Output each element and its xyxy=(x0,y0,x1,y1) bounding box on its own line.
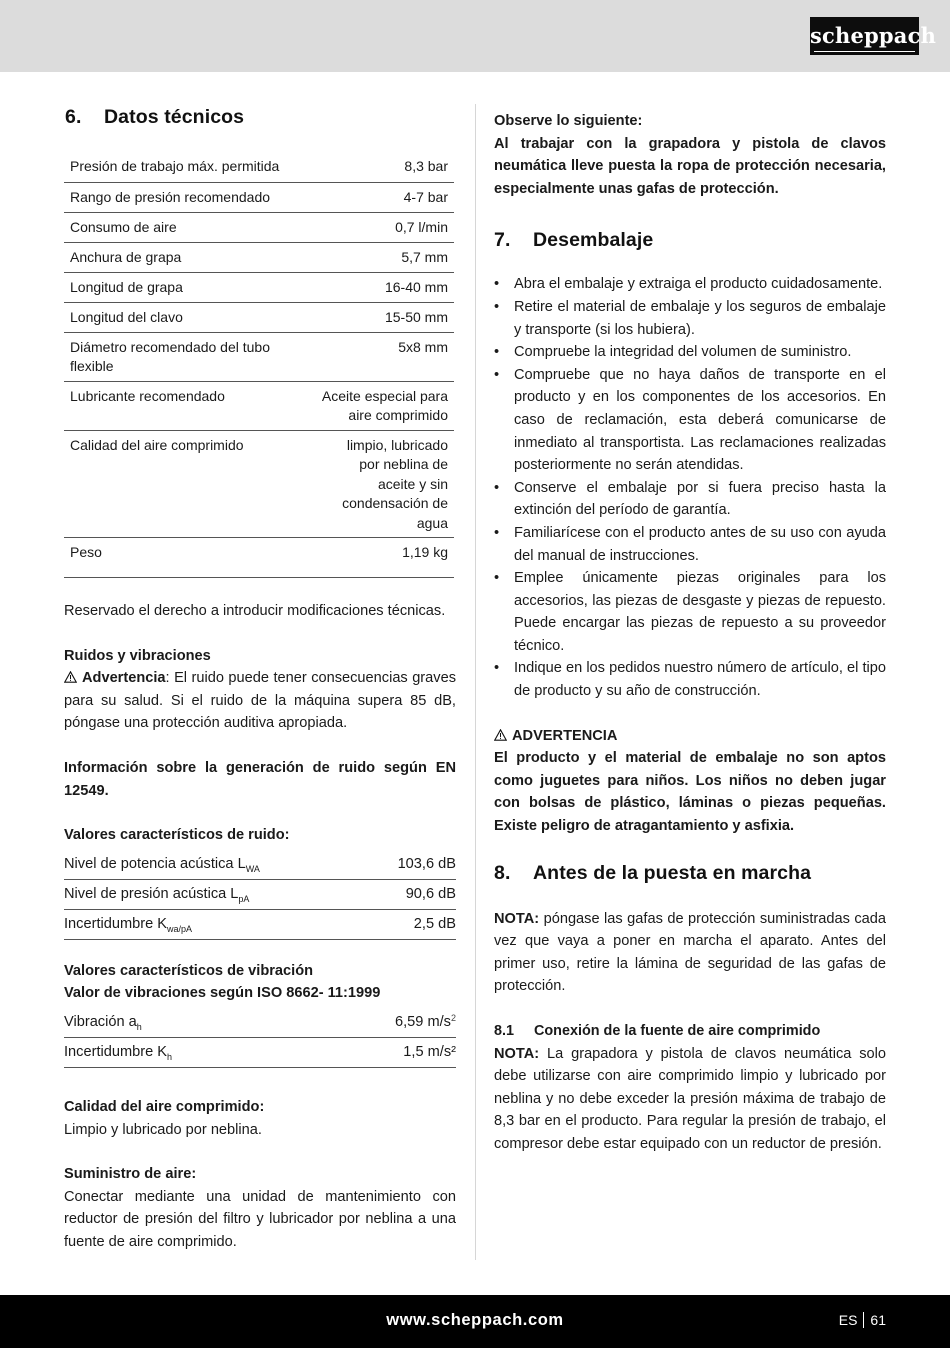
observe-text: Al trabajar con la grapadora y pistola de clavos neumática lleve puesta la ropa de protección necesaria, especialmente unas gafas de protección. xyxy=(494,135,886,197)
header-bar xyxy=(0,0,950,72)
tech-value: 8,3 bar xyxy=(299,152,454,182)
list-item: • Conserve el embalaje por si fuera preciso hasta la extinción del período de garantía. xyxy=(494,477,886,522)
tech-label: Diámetro recomendado del tubo flexible xyxy=(64,332,299,381)
table-row xyxy=(64,1037,456,1067)
vibration-heading: Valores característicos de vibración xyxy=(64,962,314,979)
noise-label: Nivel de potencia acústica $L_{WA}$ xyxy=(64,850,366,880)
tech-label: Peso xyxy=(64,538,299,578)
technical-data-table xyxy=(64,152,454,578)
section-6-heading: 6. Datos técnicos xyxy=(65,106,245,128)
warning-text: El producto y el material de embalaje no son aptos como juguetes para niños. Los niños no deben jugar con bolsas de plástico, láminas o piezas pequeñas. Existe peligro de atragantamiento y asfixia. xyxy=(494,750,886,835)
section-8-1-heading: 8.1 Conexión de la fuente de aire comprimido xyxy=(494,1023,821,1039)
vibration-standard: Valor de vibraciones según ISO 8662- 11:1999 xyxy=(64,985,381,1002)
table-row xyxy=(64,430,454,538)
warning-triangle-icon xyxy=(64,671,77,683)
noise-value: 2,5 dB xyxy=(366,909,456,939)
tech-value: 4-7 bar xyxy=(299,182,454,212)
air-quality-heading: Calidad del aire comprimido: xyxy=(64,1098,265,1115)
table-row xyxy=(64,1008,456,1038)
tech-label: Anchura de grapa xyxy=(64,242,299,272)
noise-value: 90,6 dB xyxy=(366,879,456,909)
noise-values-table xyxy=(64,850,456,940)
table-row xyxy=(64,272,454,302)
tech-label: Consumo de aire xyxy=(64,212,299,242)
column-divider xyxy=(475,104,476,1260)
list-item: • Emplee únicamente piezas originales para los accesorios, las piezas de desgaste y piezas de repuesto. Puede encargar las piezas de repuesto a su proveedor técnico. xyxy=(494,567,886,657)
page-indicator xyxy=(839,1310,886,1330)
page-separator xyxy=(863,1312,864,1328)
vibration-value: 1,5 m/s² xyxy=(315,1037,456,1067)
page-number: 61 xyxy=(870,1312,886,1328)
vibration-label: Incertidumbre $K_h$ xyxy=(64,1037,315,1067)
tech-value: 5,7 mm xyxy=(299,242,454,272)
table-row xyxy=(64,879,456,909)
tech-label: Calidad del aire comprimido xyxy=(64,430,299,538)
list-item: • Retire el material de embalaje y los seguros de embalaje y transporte (si los hubiera). xyxy=(494,296,886,341)
air-supply-text: Conectar mediante una unidad de mantenimiento con reductor de presión del filtro y lubricador por neblina a una fuente de aire comprimido. xyxy=(64,1188,456,1250)
list-item: • Compruebe que no haya daños de transporte en el producto y en los componentes de los accesorios. En caso de reclamación, esta deberá comunicarse de inmediato al transportista. Las reclamaciones realizadas posteriormente no serán atendidas. xyxy=(494,364,886,477)
table-row xyxy=(64,538,454,578)
noise-value: 103,6 dB xyxy=(366,850,456,880)
table-row xyxy=(64,381,454,430)
table-row xyxy=(64,152,454,182)
warning-triangle-icon xyxy=(494,729,507,741)
language-code: ES xyxy=(838,1312,858,1328)
tech-value: 1,19 kg xyxy=(299,538,454,578)
warning-heading: ADVERTENCIA xyxy=(494,725,886,748)
tech-value: Aceite especial para aire comprimido xyxy=(299,381,454,430)
table-row xyxy=(64,302,454,332)
list-item: • Familiarícese con el producto antes de su uso con ayuda del manual de instrucciones. xyxy=(494,522,886,567)
table-row xyxy=(64,850,456,880)
noise-values-heading: Valores característicos de ruido: xyxy=(64,827,290,844)
nota-air-connection: NOTA: La grapadora y pistola de clavos neumática solo debe utilizarse con aire comprimido limpio y lubricado por neblina y no debe exceder la presión máxima de trabajo de 8,3 bar en el producto. Para regular la presión de trabajo, el compresor debe estar equipado con un reductor de presión. xyxy=(494,1045,886,1152)
vibration-label: Vibración $a_h$ xyxy=(64,1008,315,1038)
noise-warning: Advertencia: El ruido puede tener consecuencias graves para su salud. Si el ruido de la máquina supera 85 dB, póngase una protección auditiva apropiada. xyxy=(64,670,456,732)
air-quality-text: Limpio y lubricado por neblina. xyxy=(64,1121,262,1138)
table-row xyxy=(64,242,454,272)
noise-label: Nivel de presión acústica $L_{pA}$ xyxy=(64,879,366,909)
noise-heading: Ruidos y vibraciones xyxy=(64,647,211,664)
brand-logo: scheppach xyxy=(810,17,919,55)
tech-value: 0,7 l/min xyxy=(299,212,454,242)
tech-label: Longitud de grapa xyxy=(64,272,299,302)
tech-value: 15-50 mm xyxy=(299,302,454,332)
table-row xyxy=(64,909,456,939)
tech-label: Presión de trabajo máx. permitida xyxy=(64,152,299,182)
vibration-values-table xyxy=(64,1008,456,1068)
vibration-value: 6,59 $m/s^2$ xyxy=(315,1008,456,1038)
table-row xyxy=(64,332,454,381)
section-8-heading: 8. Antes de la puesta en marcha xyxy=(494,861,812,884)
observe-heading: Observe lo siguiente: xyxy=(494,113,643,129)
tech-label: Longitud del clavo xyxy=(64,302,299,332)
noise-info: Información sobre la generación de ruido según EN 12549. xyxy=(64,759,456,799)
table-row xyxy=(64,182,454,212)
tech-value: limpio, lubricado por neblina de aceite y sin condensación de agua xyxy=(299,430,454,538)
tech-value: 16-40 mm xyxy=(299,272,454,302)
footer-bar xyxy=(0,1295,950,1348)
tech-label: Lubricante recomendado xyxy=(64,381,299,430)
table-row xyxy=(64,212,454,242)
noise-label: Incertidumbre $K_{wa/pA}$ xyxy=(64,909,366,939)
right-column xyxy=(494,104,886,1156)
left-column xyxy=(64,104,456,1254)
list-item: • Compruebe la integridad del volumen de suministro. xyxy=(494,341,886,364)
website-link[interactable]: www.scheppach.com xyxy=(386,1311,564,1329)
reserved-note: Reservado el derecho a introducir modificaciones técnicas. xyxy=(64,603,446,619)
unpacking-list xyxy=(494,273,886,702)
tech-value: 5x8 mm xyxy=(299,332,454,381)
list-item: • Abra el embalaje y extraiga el producto cuidadosamente. xyxy=(494,273,886,296)
list-item: • Indique en los pedidos nuestro número de artículo, el tipo de producto y su año de construcción. xyxy=(494,657,886,702)
section-7-heading: 7. Desembalaje xyxy=(494,229,654,252)
nota-goggles: NOTA: póngase las gafas de protección suministradas cada vez que vaya a poner en marcha el aparato. Antes del primer uso, retire la lámina de seguridad de las gafas de protección. xyxy=(494,910,886,995)
air-supply-heading: Suministro de aire: xyxy=(64,1166,197,1183)
tech-label: Rango de presión recomendado xyxy=(64,182,299,212)
